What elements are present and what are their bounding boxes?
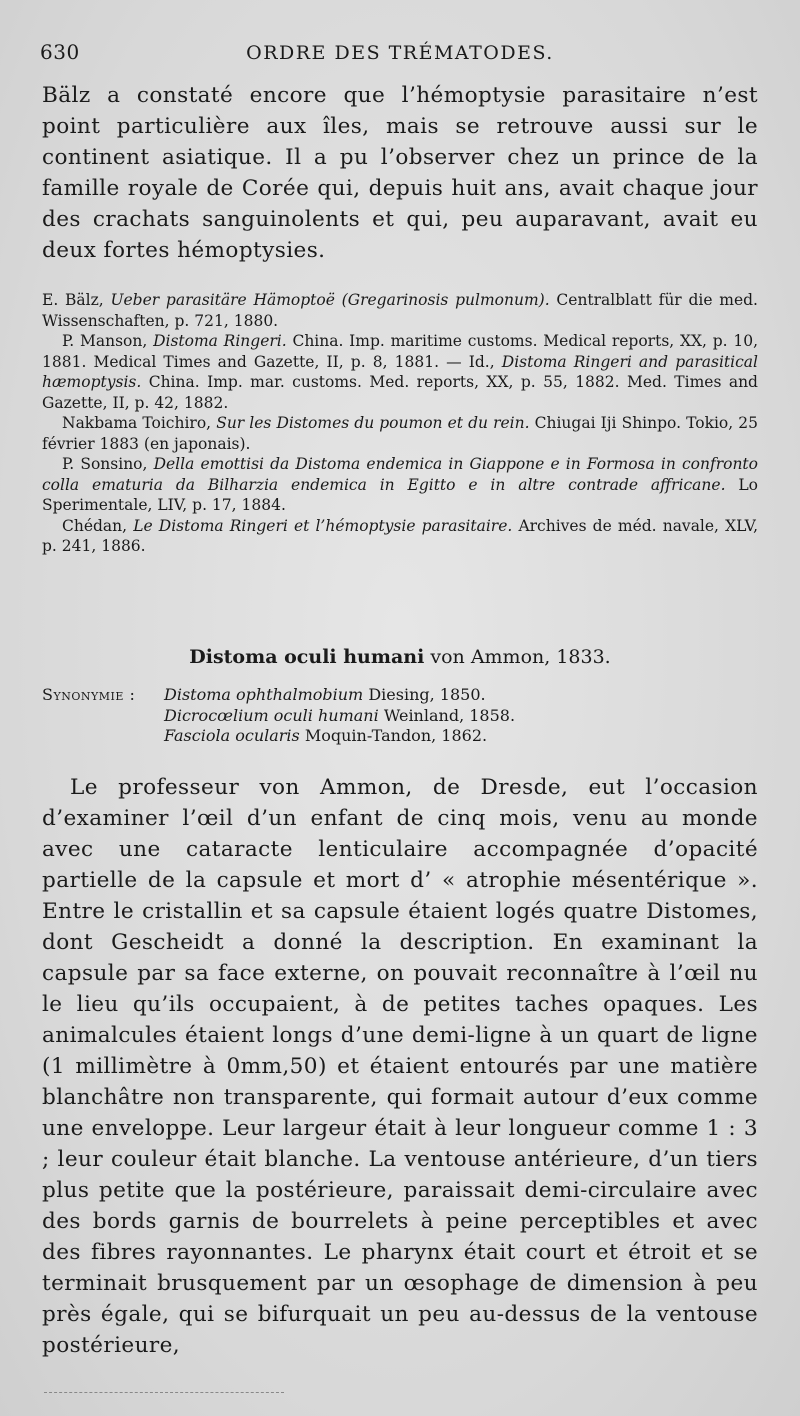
section-title — [42, 646, 758, 668]
page-header — [40, 36, 760, 76]
main-paragraph: Le professeur von Ammon, de Dresde, eut l’occasion d’examiner l’œil d’un enfant de cinq mois, venu au monde avec une cataracte lenticulaire accompagnée d’opacité partielle de la capsule et mort d’ « atrophie mésentérique ». Entre le cristallin et sa capsule étaient logés quatre Distomes, dont Gescheidt a donné la description. En examinant la capsule par sa face externe, on pouvait reconnaître à l’œil nu le lieu qu’ils occupaient, à de petites taches opaques. Les animalcules étaient longs d’une demi-ligne à un quart de ligne (1 millimètre à 0mm,50) et étaient entourés par une matière blanchâtre non transparente, qui formait autour d’eux comme une enveloppe. Leur largeur était à leur longueur comme 1 : 3 ; leur couleur était blanche. La ventouse antérieure, d’un tiers plus petite que la postérieure, paraissait demi-circulaire avec des bords garnis de bourrelets à peine perceptibles et avec des fibres rayonnantes. Le pharynx était court et étroit et se terminait brusquement par un œsophage de dimension à peu près égale, qui se bifurquait un peu au-dessus de la ventouse postérieure, — [42, 775, 758, 1358]
reference-entry: Chédan, Le Distoma Ringeri et l’hémoptysie parasitaire. Archives de méd. navale, XLV, p. 241, 1886. — [42, 516, 759, 555]
main-paragraph-block — [42, 772, 758, 1361]
intro-paragraph: Bälz a constaté encore que l’hémoptysie parasitaire n’est point particulière aux îles, mais se retrouve aussi sur le continent asiatique. Il a pu l’observer chez un prince de la famille royale de Corée qui, depuis huit ans, avait chaque jour des crachats sanguinolents et qui, peu auparavant, avait eu deux fortes hémoptysies. — [42, 83, 758, 263]
reference-entry: P. Sonsino, Della emottisi da Distoma endemica in Giappone e in Formosa in confronto colla ematuria da Bilharzia endemica in Egitto e in altre contrade affricane. Lo Sperimentale, LIV, p. 17, 1884. — [42, 455, 758, 514]
intro-paragraph-block — [42, 80, 758, 266]
synonymy-block — [42, 685, 758, 747]
bibliography — [42, 290, 758, 557]
synonym-entry: Dicrocœlium oculi humani Weinland, 1858. — [164, 705, 516, 725]
synonymy-list — [164, 685, 758, 747]
synonymy-label: Synonymie : — [42, 685, 136, 704]
synonym-entry: Fasciola ocularis Moquin-Tandon, 1862. — [164, 726, 488, 745]
synonym-entry: Distoma ophthalmobium Diesing, 1850. — [164, 685, 486, 704]
section-heading-block — [42, 646, 758, 668]
running-head: ORDRE DES TRÉMATODES. — [246, 42, 554, 64]
reference-entry: E. Bälz, Ueber parasitäre Hämoptoë (Gregarinosis pulmonum). Centralblatt für die med. Wissenschaften, p. 721, 1880. — [42, 291, 758, 330]
page-number: 630 — [40, 40, 80, 64]
reference-entry: Nakbama Toichiro, Sur les Distomes du poumon et du rein. Chiugai Iji Shinpo. Tokio, 25 février 1883 (en japonais). — [42, 414, 758, 453]
reference-entry: P. Manson, Distoma Ringeri. China. Imp. maritime customs. Medical reports, XX, p. 10, 1881. Medical Times and Gazette, II, p. 8, 1881. — Id., Distoma Ringeri and parasitical hæmoptysis. China. Imp. mar. customs. Med. reports, XX, p. 55, 1882. Med. Times and Gazette, II, p. 42, 1882. — [42, 332, 759, 412]
species-authority: von Ammon, 1833. — [430, 646, 611, 668]
footer-rule — [44, 1392, 284, 1393]
species-name: Distoma oculi humani — [189, 646, 425, 668]
